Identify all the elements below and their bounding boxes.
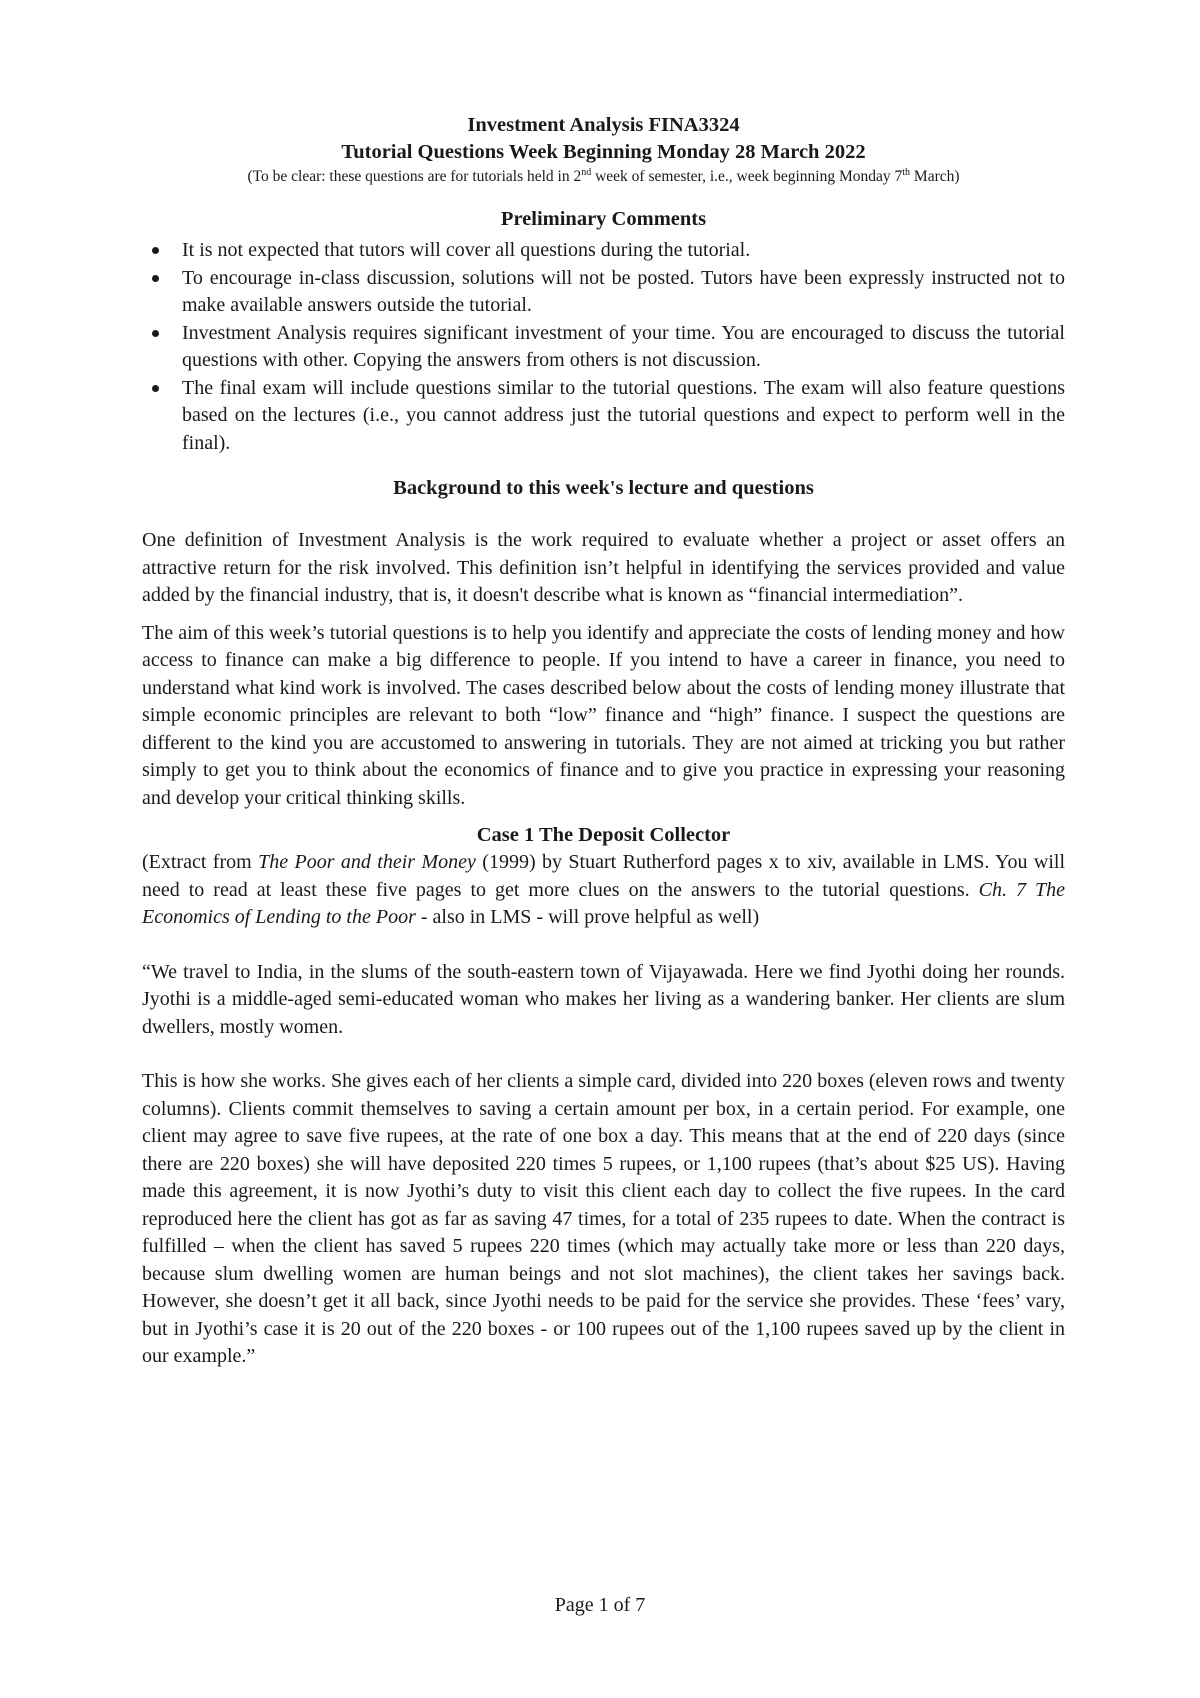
document-title: Investment Analysis FINA3324 <box>467 114 740 136</box>
list-item <box>142 375 1065 458</box>
background-paragraph-2: The aim of this week’s tutorial questions is to help you identify and appreciate the costs of lending money and how access to finance can make a big difference to people. If you intend to have a career in finance, you need to understand what kind work is involved. The cases described below about the costs of lending money illustrate that simple economic principles are relevant to both “low” finance and “high” finance. I suspect the questions are different to the kind you are accustomed to answering in tutorials. They are not aimed at tricking you but rather simply to get you to think about the economics of finance and to give you practice in expressing your reasoning and develop your critical thinking skills. <box>142 621 1065 809</box>
list-item <box>142 320 1065 375</box>
note-superscript-nd: nd <box>581 166 592 178</box>
document-subtitle: Tutorial Questions Week Beginning Monday 28 March 2022 <box>341 141 866 163</box>
note-text-c: March) <box>910 168 960 185</box>
preliminary-list <box>142 237 1065 457</box>
case1-quote-paragraph-2: This is how she works. She gives each of her clients a simple card, divided into 220 boxes (eleven rows and twenty columns). Clients commit themselves to saving a certain amount per box, in a certain period. For example, one client may agree to save five rupees, at the rate of one box a day. This means that at the end of 220 days (since there are 220 boxes) she will have deposited 220 times 5 rupees, or 1,100 rupees (that’s about $25 US). Having made this agreement, it is now Jyothi’s duty to visit this client each day to collect the five rupees. In the card reproduced here the client has got as far as saving 47 times, for a total of 235 rupees to date. When the contract is fulfilled – when the client has saved 5 rupees 220 times (which may actually take more or less than 220 days, because slum dwelling women are human beings and not slot machines), the client takes her savings back. However, she doesn’t get it all back, since Jyothi needs to be paid for the service she provides. These ‘fees’ vary, but in Jyothi’s case it is 20 out of the 220 boxes - or 100 rupees out of the 1,100 rupees saved up by the client in our example.” <box>142 1070 1065 1367</box>
background-heading: Background to this week's lecture and questions <box>393 477 814 499</box>
bullet-icon <box>152 330 159 337</box>
list-item <box>142 237 1065 265</box>
preliminary-heading: Preliminary Comments <box>500 208 707 230</box>
list-item-text: To encourage in-class discussion, solutions will not be posted. Tutors have been expressly instructed not to make available answers outside the tutorial. <box>182 266 1065 316</box>
extract-text-c: - also in LMS - will prove helpful as well) <box>415 906 760 928</box>
extract-text-a: (Extract from <box>142 851 259 873</box>
list-item-text: Investment Analysis requires significant investment of your time. You are encouraged to discuss the tutorial questions with other. Copying the answers from others is not discussion. <box>182 321 1065 371</box>
case1-quote-paragraph-1: “We travel to India, in the slums of the south-eastern town of Vijayawada. Here we find Jyothi doing her rounds. Jyothi is a middle-aged semi-educated woman who makes her living as a wandering banker. Her clients are slum dwellers, mostly women. <box>142 960 1065 1038</box>
background-paragraph-1: One definition of Investment Analysis is the work required to evaluate whether a project or asset offers an attractive return for the risk involved. This definition isn’t helpful in identifying the services provided and value added by the financial industry, that is, it doesn't describe what is known as “financial intermediation”. <box>142 529 1065 606</box>
extract-chapter-title: Ch. 7 The Economics of Lending to the Poor <box>142 878 1065 928</box>
list-item-text: The final exam will include questions similar to the tutorial questions. The exam will also feature questions based on the lectures (i.e., you cannot address just the tutorial questions and expect to perform well in the final). <box>182 376 1065 454</box>
page-number: Page 1 of 7 <box>554 1594 646 1616</box>
note-text-a: (To be clear: these questions are for tutorials held in 2 <box>247 168 582 185</box>
case1-heading: Case 1 The Deposit Collector <box>476 824 731 846</box>
list-item <box>142 265 1065 320</box>
extract-book-title: The Poor and their Money <box>258 851 476 873</box>
note-text-b: week of semester, i.e., week beginning Monday 7 <box>591 168 903 185</box>
bullet-icon <box>152 385 159 392</box>
bullet-icon <box>152 275 159 282</box>
case1-extract <box>142 849 1065 932</box>
clarification-note <box>142 166 1065 188</box>
note-superscript-th: th <box>902 166 911 178</box>
bullet-icon <box>152 247 159 254</box>
list-item-text: It is not expected that tutors will cover all questions during the tutorial. <box>182 239 751 261</box>
extract-text-b: (1999) by Stuart Rutherford pages x to xiv, available in LMS. You will need to read at least these five pages to get more clues on the answers to the tutorial questions. <box>142 851 1066 901</box>
